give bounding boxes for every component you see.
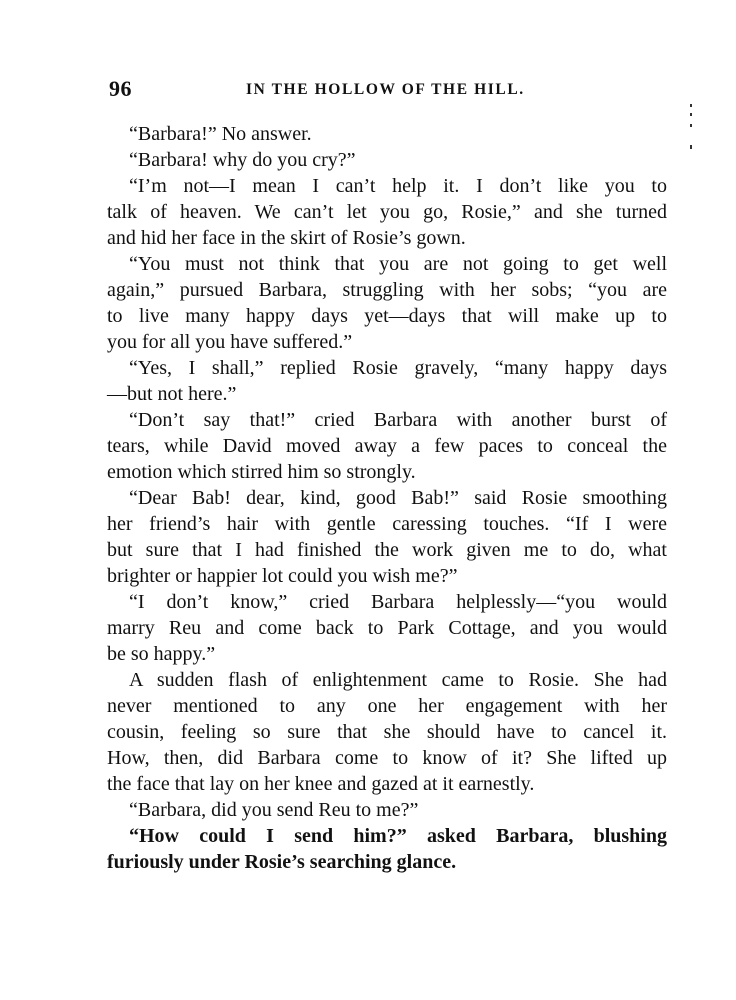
text-line: “You must not think that you are not going to get well bbox=[129, 253, 667, 275]
text-line: A sudden flash of enlightenment came to Rosie. She had bbox=[129, 669, 667, 691]
text-line: the face that lay on her knee and gazed at it earnestly. bbox=[107, 773, 535, 795]
text-line: brighter or happier lot could you wish me?” bbox=[107, 565, 458, 587]
margin-mark bbox=[690, 104, 692, 107]
text-line: her friend’s hair with gentle caressing touches. “If I were bbox=[107, 513, 667, 535]
text-line: —but not here.” bbox=[107, 383, 237, 405]
text-line: cousin, feeling so sure that she should have to cancel it. bbox=[107, 721, 667, 743]
text-line: “Yes, I shall,” replied Rosie gravely, “many happy days bbox=[129, 357, 667, 379]
margin-mark bbox=[690, 145, 692, 149]
text-line: talk of heaven. We can’t let you go, Rosie,” and she turned bbox=[107, 201, 667, 223]
text-line: “Barbara!” No answer. bbox=[129, 123, 312, 145]
text-line: be so happy.” bbox=[107, 643, 216, 665]
text-line: “Dear Bab! dear, kind, good Bab!” said Rosie smoothing bbox=[129, 487, 667, 509]
text-line: never mentioned to any one her engagement with her bbox=[107, 695, 667, 717]
text-line: How, then, did Barbara come to know of it? She lifted up bbox=[107, 747, 667, 769]
text-line: “Barbara, did you send Reu to me?” bbox=[129, 799, 419, 821]
body-text bbox=[107, 121, 667, 875]
text-line: but sure that I had finished the work given me to do, what bbox=[107, 539, 667, 561]
text-line: and hid her face in the skirt of Rosie’s gown. bbox=[107, 227, 466, 249]
margin-mark bbox=[690, 124, 692, 127]
text-line: you for all you have suffered.” bbox=[107, 331, 353, 353]
text-line: “Barbara! why do you cry?” bbox=[129, 149, 356, 171]
text-line: tears, while David moved away a few paces to conceal the bbox=[107, 435, 667, 457]
text-line: “I don’t know,” cried Barbara helplessly—“you would bbox=[129, 591, 667, 613]
text-line: furiously under Rosie’s searching glance. bbox=[107, 851, 457, 873]
text-line: to live many happy days yet—days that will make up to bbox=[107, 305, 667, 327]
text-line: emotion which stirred him so strongly. bbox=[107, 461, 416, 483]
page-number: 96 bbox=[109, 76, 132, 101]
text-line: again,” pursued Barbara, struggling with her sobs; “you are bbox=[107, 279, 667, 301]
text-line: marry Reu and come back to Park Cottage, and you would bbox=[107, 617, 667, 639]
margin-mark bbox=[690, 113, 692, 116]
text-line: “How could I send him?” asked Barbara, blushing bbox=[129, 825, 667, 847]
running-title: IN THE HOLLOW OF THE HILL. bbox=[246, 81, 525, 98]
text-line: “Don’t say that!” cried Barbara with another burst of bbox=[129, 409, 667, 431]
text-line: “I’m not—I mean I can’t help it. I don’t like you to bbox=[129, 175, 667, 197]
